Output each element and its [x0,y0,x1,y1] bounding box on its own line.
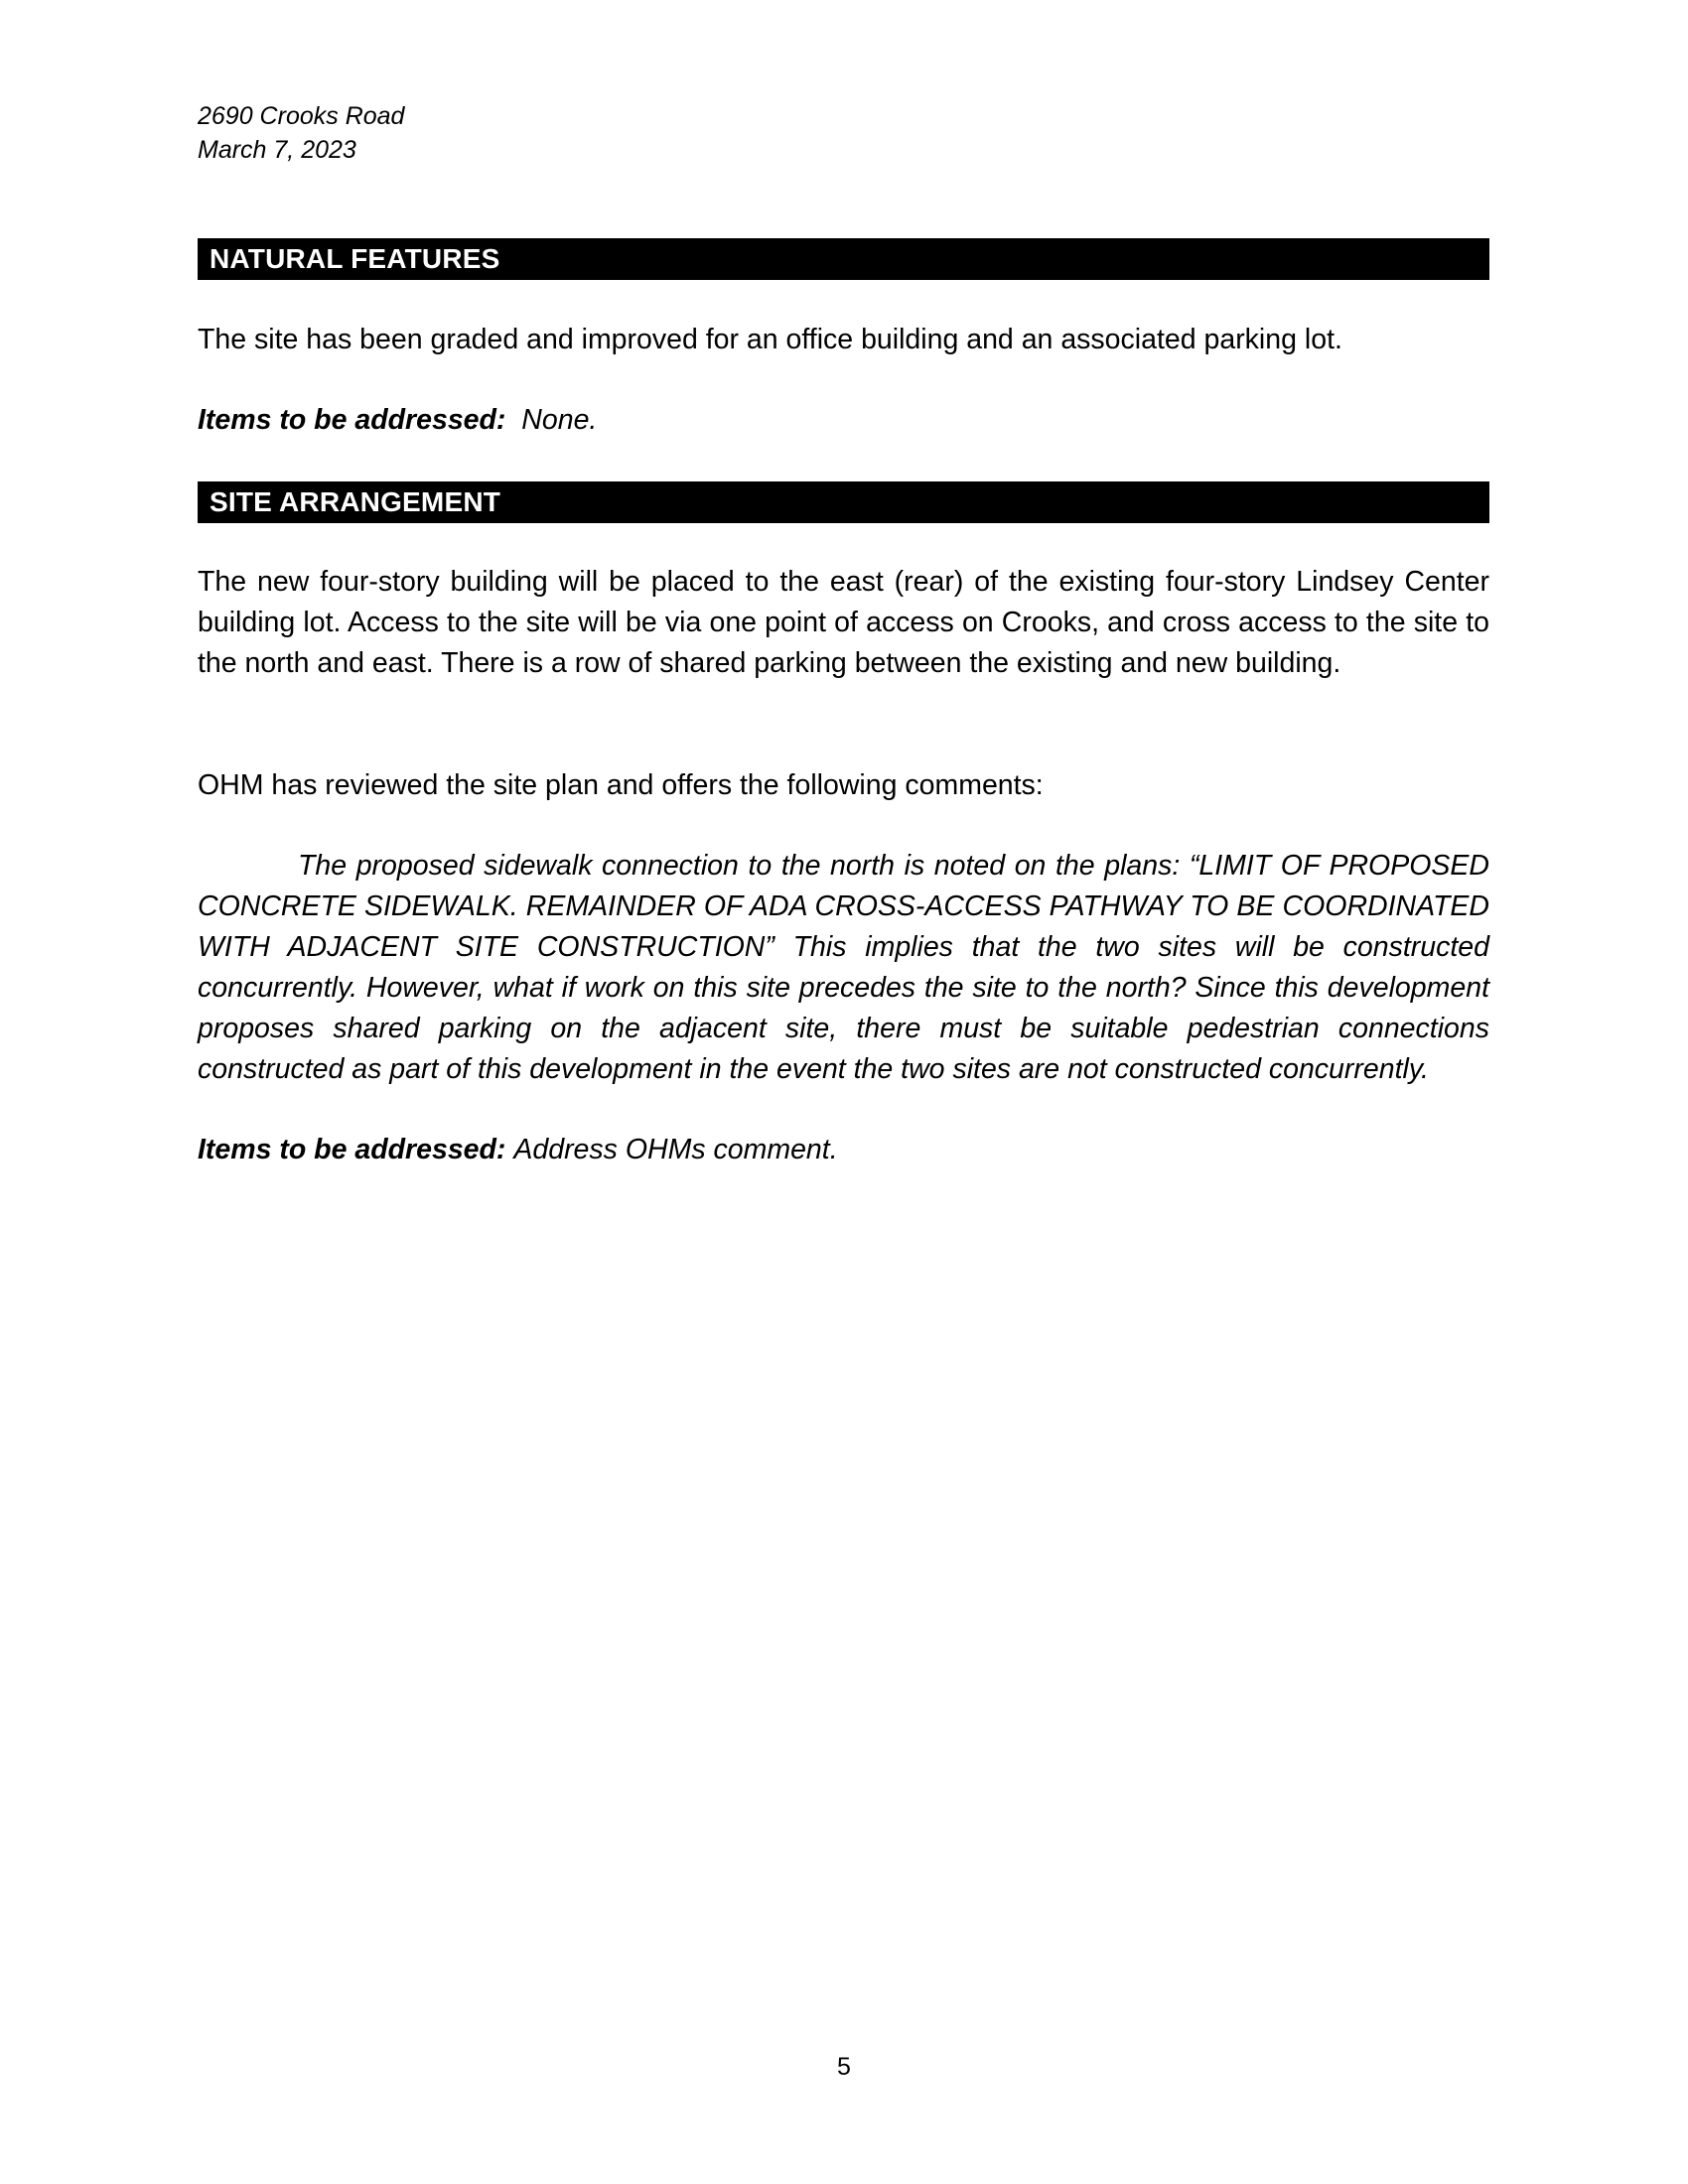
ohm-comment: The proposed sidewalk connection to the north is noted on the plans: “LIMIT OF PROPOSED CONCRETE SIDEWALK. REMAINDER OF ADA CROSS-ACCESS PATHWAY TO BE COORDINATED WITH ADJACENT SITE CONSTRUCTION” This implies that the two sites will be constructed concurrently. However, what if work on this site precedes the site to the north? Since this development proposes shared parking on the adjacent site, there must be suitable pedestrian connections constructed as part of this development in the event the two sites are not constructed concurrently. [198,850,1489,1085]
section-heading-natural-features: NATURAL FEATURES [198,238,1489,280]
document-header [198,99,404,167]
natural-features-items [198,400,1489,441]
items-value: None. [521,404,598,436]
natural-features-body: The site has been graded and improved for an office building and an associated parking lot. [198,324,1342,355]
site-arrangement-body: The new four-story building will be placed to the east (rear) of the existing four-story Lindsey Center building lot. Access to the site will be via one point of access on Crooks, and cross access to the site to the north and east. There is a row of shared parking between the existing and new building. [198,566,1489,679]
site-arrangement-items [198,1130,1489,1170]
review-intro: OHM has reviewed the site plan and offers the following comments: [198,769,1044,801]
header-date: March 7, 2023 [198,136,356,164]
items-value: Address OHMs comment. [513,1134,838,1165]
items-label: Items to be addressed: [198,404,506,436]
page-number: 5 [837,2053,851,2081]
section-heading-site-arrangement: SITE ARRANGEMENT [198,481,1489,523]
header-address: 2690 Crooks Road [198,102,405,130]
items-label: Items to be addressed: [198,1134,506,1165]
